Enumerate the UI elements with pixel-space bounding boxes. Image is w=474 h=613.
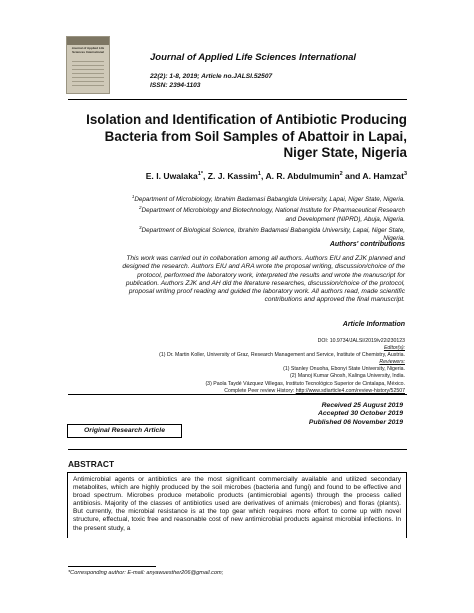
author-name: E. I. Uwalaka	[145, 171, 198, 181]
reviewers-label: Reviewers:	[379, 359, 405, 366]
affiliations	[68, 193, 405, 243]
header-rule	[68, 99, 407, 100]
reviewer-entry: (2) Manoj Kumar Ghosh, Kalinga University, India.	[290, 373, 405, 380]
article-type-badge: Original Research Article	[67, 424, 182, 438]
contributions-text	[68, 255, 405, 305]
contrib-line: contributions and approved the final manuscript.	[264, 296, 405, 304]
reviewer-entry: (3) Paola Taydé Vázquez Villegas, Instituto Tecnológico Superior de Cintalapa, México.	[205, 380, 405, 387]
cover-title: Journal of Applied Life Sciences International	[71, 46, 105, 54]
contrib-line: protocol, performed the laboratory work, interpreted the results and wrote the manuscript for	[137, 271, 405, 279]
contrib-line: proposal writing proof reading and guided the laboratory work. All authors read, made scientific	[128, 288, 405, 296]
abstract-heading: ABSTRACT	[68, 459, 115, 469]
article-info	[68, 338, 405, 395]
corresponding-author-footnote: *Corresponding author: E-mail: anyawuesther206@gmail.com;	[68, 570, 224, 576]
abstract-text: Antimicrobial agents or antibiotics are the most significant commercially available and utilized secondary metabolites, which are highly produced by the soil microbes (bacteria and fungi) and found to be effective and broad spectrum. Microbes produce metabolic products (antimicrobial agents) through the process called antibiosis. Majority of the classes of antibiotics used are derivatives of animals (microbes) and floras (plants). But currently, the microbial resistance is at the top gear which requires more effort to come up with novel structure, effectual, toxic free and reasonable cost of new antimicrobial products against microbial infections. In the present study, a	[67, 472, 407, 538]
affil-mark: 3	[139, 224, 142, 230]
author-list	[68, 171, 407, 181]
journal-name: Journal of Applied Life Sciences International	[150, 52, 357, 63]
affil-text: and Development (NIPRD), Abuja, Nigeria.	[285, 215, 405, 223]
issn-line: ISSN: 2394-1103	[150, 81, 201, 89]
affil-text: Department of Biological Science, Ibrahim Badamasi Babangida University, Lapai, Niger State,	[141, 226, 405, 234]
title-line: Niger State, Nigeria	[283, 145, 407, 161]
affiliation	[68, 193, 405, 204]
reviewer-entry: (1) Stanley Onuoha, Ebonyi State University, Nigeria.	[283, 366, 405, 373]
review-history-link[interactable]: http://www.sdiarticle4.com/review-history/52507	[295, 387, 405, 394]
issue-line: 22(2): 1-8, 2019; Article no.JALSI.52507	[150, 73, 273, 80]
author-separator: ,	[202, 171, 208, 181]
author-name: A. R. Abdulmumin	[265, 171, 340, 181]
author-affil-mark: 1*	[197, 171, 203, 178]
affil-text: Nigeria.	[383, 235, 405, 243]
author-affil-mark: 3	[403, 171, 407, 178]
author-affil-mark: 1	[257, 171, 261, 178]
published-date: Published 06 November 2019	[308, 418, 403, 426]
cover-text-lines	[72, 61, 104, 87]
affil-text: Department of Microbiology and Biotechnology, National Institute for Pharmaceutical Research	[141, 207, 405, 215]
footnote-rule	[68, 566, 156, 567]
author-separator: and	[342, 171, 363, 181]
affil-mark: 2	[139, 205, 142, 211]
affil-mark: 1	[131, 194, 135, 199]
author-name: A. Hamzat	[362, 171, 404, 181]
title-line: Isolation and Identification of Antibiotic Producing	[86, 112, 407, 127]
contrib-line: publication. Authors ZJK and AH did the literature researches, discussion/choice of the protocol,	[125, 279, 405, 287]
affiliation	[68, 204, 405, 215]
journal-meta	[150, 73, 272, 90]
publication-dates	[150, 402, 403, 427]
contrib-line: designed the research. Authors EIU and ARA wrote the proposal writing, discussion/choice of the	[122, 263, 405, 271]
accepted-date: Accepted 30 October 2019	[317, 410, 403, 418]
review-history-label: Complete Peer review History:	[224, 387, 296, 394]
dates-rule	[68, 449, 407, 450]
affiliation	[68, 224, 405, 235]
author-affil-mark: 2	[339, 171, 343, 178]
cover-band	[67, 37, 109, 45]
author-name: Z. J. Kassim	[207, 171, 258, 181]
editor-entry: (1) Dr. Martin Koller, University of Graz, Research Management and Service, Institute of Chemistry, Austria.	[159, 352, 405, 359]
journal-cover-thumbnail	[66, 36, 110, 94]
contrib-line: This work was carried out in collaboration among all authors. Authors EIU and ZJK planned and	[126, 255, 405, 262]
doi: DOI: 10.9734/JALSI/2019/v22i230123	[317, 338, 405, 344]
article-info-heading: Article Information	[342, 321, 405, 328]
editors-label: Editor(s):	[383, 345, 405, 352]
received-date: Received 25 August 2019	[321, 402, 403, 409]
affil-text: Department of Microbiology, Ibrahim Badamasi Babangida University, Lapai, Niger State, Nigeria.	[134, 196, 405, 204]
contributions-heading: Authors' contributions	[329, 241, 405, 248]
author-separator: ,	[260, 171, 266, 181]
title-line: Bacteria from Soil Samples of Abattoir in Lapai,	[104, 128, 407, 144]
info-rule	[68, 394, 407, 395]
paper-title	[68, 112, 407, 162]
